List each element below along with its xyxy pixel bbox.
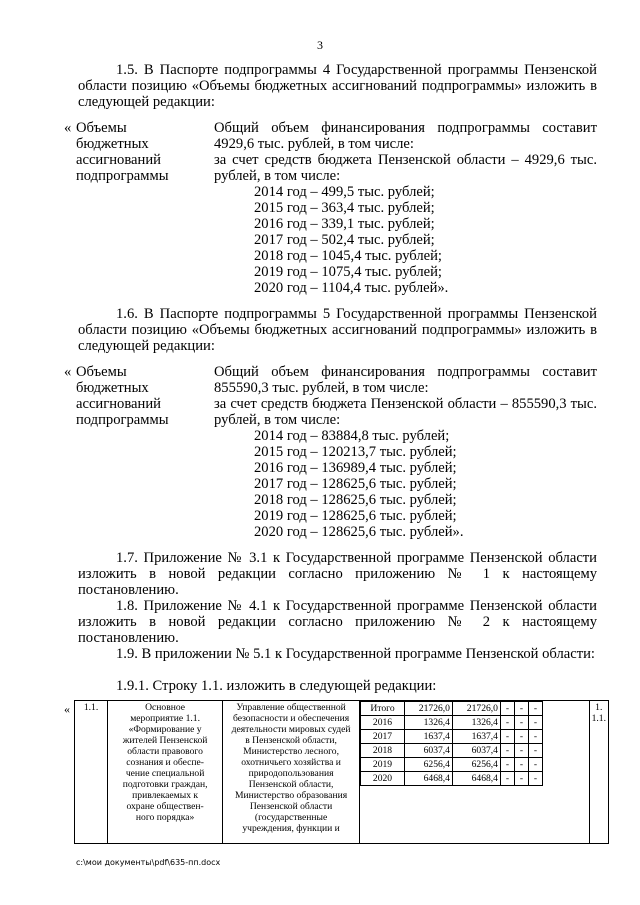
cell-line: подготовки граждан, bbox=[122, 779, 208, 790]
cell-line: мероприятие 1.1. bbox=[130, 713, 200, 724]
event-name-cell bbox=[108, 701, 223, 844]
cell-line: чение специальной bbox=[125, 768, 205, 779]
funding-row bbox=[360, 758, 588, 772]
year-line: 2016 год – 339,1 тыс. рублей; bbox=[254, 216, 435, 232]
value-line: за счет средств бюджета Пензенской области – 4929,6 тыс. bbox=[214, 152, 597, 168]
cell-line: области правового bbox=[127, 746, 203, 757]
label-line: подпрограммы bbox=[76, 168, 169, 184]
label-line: ассигнований bbox=[76, 152, 161, 168]
open-quote: « bbox=[64, 364, 72, 380]
value-line: рублей, в том числе: bbox=[214, 168, 341, 184]
cell-line: Министерство образования bbox=[234, 790, 348, 801]
empty-cell bbox=[542, 772, 588, 786]
total-cell: 21726,0 bbox=[404, 702, 452, 716]
period-cell: 2018 bbox=[360, 744, 404, 758]
cell-line: привлекаемых к bbox=[132, 790, 199, 801]
year-line: 2020 год – 1104,4 тыс. рублей». bbox=[254, 280, 449, 296]
dash-cell: - bbox=[514, 730, 528, 744]
cell-line: учреждения, функции и bbox=[242, 823, 340, 834]
cell-line: в Пензенской области, bbox=[245, 735, 337, 746]
passport-label bbox=[76, 364, 196, 428]
file-path-footer: c:\мои документы\pdf\635-пп.docx bbox=[76, 858, 221, 867]
dash-cell: - bbox=[514, 744, 528, 758]
total-cell: 1637,4 bbox=[404, 730, 452, 744]
year-line: 2019 год – 1075,4 тыс. рублей; bbox=[254, 264, 442, 280]
budget-cell: 6037,4 bbox=[452, 744, 500, 758]
year-line: 2014 год – 83884,8 тыс. рублей; bbox=[254, 428, 450, 444]
funding-table bbox=[360, 701, 589, 786]
total-cell: 6256,4 bbox=[404, 758, 452, 772]
page-number: 3 bbox=[317, 38, 323, 52]
paragraph-1-9 bbox=[78, 646, 597, 662]
row-number: 1.1. bbox=[75, 701, 108, 844]
dash-cell: - bbox=[514, 758, 528, 772]
label-line: Объемы bbox=[76, 364, 127, 380]
year-line: 2015 год – 120213,7 тыс. рублей; bbox=[254, 444, 457, 460]
passport-value bbox=[214, 364, 597, 540]
table-row bbox=[75, 701, 609, 844]
dash-cell: - bbox=[514, 702, 528, 716]
funding-row bbox=[360, 730, 588, 744]
funding-row bbox=[360, 744, 588, 758]
open-quote: « bbox=[64, 120, 72, 136]
total-cell: 1326,4 bbox=[404, 716, 452, 730]
period-cell: Итого bbox=[360, 702, 404, 716]
cell-line: «Формирование у bbox=[128, 724, 202, 735]
paragraph-1-7 bbox=[78, 550, 597, 598]
paragraph-1-9-1-text: 1.9.1. Строку 1.1. изложить в следующей редакции: bbox=[116, 678, 437, 694]
empty-cell bbox=[542, 702, 588, 716]
empty-cell bbox=[542, 716, 588, 730]
year-line: 2018 год – 128625,6 тыс. рублей; bbox=[254, 492, 457, 508]
dash-cell: - bbox=[528, 716, 542, 730]
year-list bbox=[214, 428, 597, 540]
dash-cell: - bbox=[528, 772, 542, 786]
year-line: 2016 год – 136989,4 тыс. рублей; bbox=[254, 460, 457, 476]
dash-cell: - bbox=[500, 758, 514, 772]
cell-line: Управление общественной bbox=[236, 702, 346, 713]
dash-cell: - bbox=[528, 758, 542, 772]
cell-line: сознания и обеспе- bbox=[126, 757, 204, 768]
dash-cell: - bbox=[500, 702, 514, 716]
year-line: 2015 год – 363,4 тыс. рублей; bbox=[254, 200, 435, 216]
cell-line: жителей Пензенской bbox=[122, 735, 208, 746]
cell-line: охотничьего хозяйства и bbox=[241, 757, 341, 768]
budget-cell: 1326,4 bbox=[452, 716, 500, 730]
dash-cell: - bbox=[514, 716, 528, 730]
funding-row bbox=[360, 716, 588, 730]
paragraph-1-9-text: 1.9. В приложении № 5.1 к Государственной программе Пензенской области: bbox=[116, 646, 595, 662]
funding-row bbox=[360, 772, 588, 786]
cell-line: безопасности и обеспечения bbox=[232, 713, 350, 724]
funding-cell bbox=[359, 701, 589, 844]
label-line: бюджетных bbox=[76, 136, 149, 152]
value-line: рублей, в том числе: bbox=[214, 412, 341, 428]
total-cell: 6468,4 bbox=[404, 772, 452, 786]
dash-cell: - bbox=[514, 772, 528, 786]
passport-value bbox=[214, 120, 597, 296]
label-line: ассигнований bbox=[76, 396, 161, 412]
empty-cell bbox=[542, 744, 588, 758]
paragraph-1-7-text: 1.7. Приложение № 3.1 к Государственной программе Пензенской области изложить в новой редакции согласно приложению № 1 к настоящему постановлению. bbox=[78, 550, 597, 598]
link-cell bbox=[589, 701, 608, 844]
paragraph-1-8-text: 1.8. Приложение № 4.1 к Государственной программе Пензенской области изложить в новой редакции согласно приложению № 2 к настоящему постановлению. bbox=[78, 598, 597, 646]
value-line: Общий объем финансирования подпрограммы составит bbox=[214, 120, 597, 136]
cell-line: природопользования bbox=[248, 768, 334, 779]
budget-cell: 21726,0 bbox=[452, 702, 500, 716]
period-cell: 2020 bbox=[360, 772, 404, 786]
year-line: 2020 год – 128625,6 тыс. рублей». bbox=[254, 524, 464, 540]
budget-cell: 6468,4 bbox=[452, 772, 500, 786]
label-line: Объемы bbox=[76, 120, 127, 136]
empty-cell bbox=[542, 730, 588, 744]
label-line: бюджетных bbox=[76, 380, 149, 396]
year-line: 2017 год – 502,4 тыс. рублей; bbox=[254, 232, 435, 248]
paragraph-1-9-1 bbox=[78, 678, 597, 694]
period-cell: 2019 bbox=[360, 758, 404, 772]
cell-line: Пензенской области bbox=[249, 801, 333, 812]
value-line: за счет средств бюджета Пензенской области – 855590,3 тыс. bbox=[214, 396, 597, 412]
cell-line: Основное bbox=[145, 702, 186, 713]
value-line: Общий объем финансирования подпрограммы составит bbox=[214, 364, 597, 380]
total-cell: 6037,4 bbox=[404, 744, 452, 758]
open-quote: « bbox=[64, 702, 70, 716]
event-table bbox=[74, 700, 609, 844]
value-line: 855590,3 тыс. рублей, в том числе: bbox=[214, 380, 429, 396]
paragraph-1-6 bbox=[78, 306, 597, 354]
cell-line: 1.1. bbox=[591, 713, 606, 724]
empty-cell bbox=[542, 758, 588, 772]
value-line: 4929,6 тыс. рублей, в том числе: bbox=[214, 136, 414, 152]
event-table-block bbox=[64, 700, 609, 846]
year-list bbox=[214, 184, 597, 296]
year-line: 2018 год – 1045,4 тыс. рублей; bbox=[254, 248, 442, 264]
paragraph-1-8 bbox=[78, 598, 597, 646]
dash-cell: - bbox=[500, 730, 514, 744]
label-line: подпрограммы bbox=[76, 412, 169, 428]
cell-line: охране обществен- bbox=[126, 801, 204, 812]
dash-cell: - bbox=[528, 730, 542, 744]
year-line: 2019 год – 128625,6 тыс. рублей; bbox=[254, 508, 457, 524]
dash-cell: - bbox=[528, 702, 542, 716]
year-line: 2014 год – 499,5 тыс. рублей; bbox=[254, 184, 435, 200]
cell-line: Пензенской области, bbox=[248, 779, 334, 790]
budget-cell: 1637,4 bbox=[452, 730, 500, 744]
cell-line: (государственные bbox=[254, 812, 328, 823]
executor-cell bbox=[223, 701, 360, 844]
dash-cell: - bbox=[500, 744, 514, 758]
cell-line: 1. bbox=[595, 702, 603, 713]
cell-line: Министерство лесного, bbox=[243, 746, 340, 757]
paragraph-1-6-text: 1.6. В Паспорте подпрограммы 5 Государственной программы Пензенской области позицию «Объемы бюджетных ассигнований подпрограммы» изложить в следующей редакции: bbox=[78, 306, 597, 354]
period-cell: 2017 bbox=[360, 730, 404, 744]
year-line: 2017 год – 128625,6 тыс. рублей; bbox=[254, 476, 457, 492]
funding-row bbox=[360, 702, 588, 716]
paragraph-1-5 bbox=[78, 62, 597, 110]
period-cell: 2016 bbox=[360, 716, 404, 730]
budget-cell: 6256,4 bbox=[452, 758, 500, 772]
dash-cell: - bbox=[500, 716, 514, 730]
dash-cell: - bbox=[528, 744, 542, 758]
cell-line: деятельности мировых судей bbox=[231, 724, 351, 735]
dash-cell: - bbox=[500, 772, 514, 786]
paragraph-1-5-text: 1.5. В Паспорте подпрограммы 4 Государственной программы Пензенской области позицию «Объемы бюджетных ассигнований подпрограммы» изложить в следующей редакции: bbox=[78, 62, 597, 110]
cell-line: ного порядка» bbox=[135, 812, 195, 823]
passport-label bbox=[76, 120, 196, 184]
